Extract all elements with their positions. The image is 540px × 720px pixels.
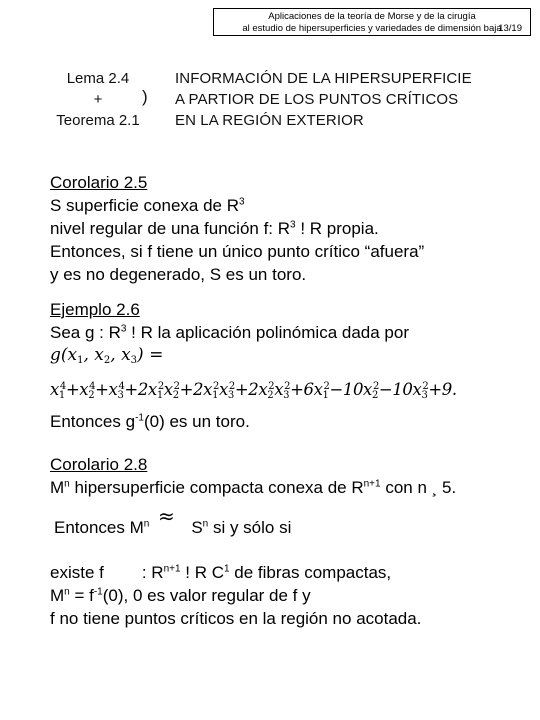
ejemplo-2-6-line-1: Sea g : $R^3$ ! R la aplicación polinómica dada por bbox=[50, 323, 409, 342]
corolario-2-8-conditions bbox=[50, 561, 421, 630]
info-line-3: EN LA REGIÓN EXTERIOR bbox=[175, 112, 364, 129]
lema-label: Lema 2.4 bbox=[66, 70, 130, 87]
header-subtitle: al estudio de hipersuperficies y variedades de dimensión baja bbox=[242, 23, 502, 34]
corolario-2-5-title: Corolario 2.5 bbox=[50, 173, 148, 192]
corolario-2-8-line-4: $M^n = f^{-1}(0)$, 0 es valor regular de f y bbox=[50, 586, 311, 605]
page-number: 13/19 bbox=[498, 23, 522, 34]
corolario-2-8-line-2: Entonces $M^n$ $S^n$ si y sólo si bbox=[54, 518, 292, 537]
corolario-2-8-line-5: f no tiene puntos críticos en la región no acotada. bbox=[50, 609, 422, 628]
formula-polynomial: $x1^4+x2^4+x3^4+2x1^2x2^2+2x1^2x3^2+2x2^2x3^2+6x1^2-10x2^2-10x3^2+9$. bbox=[50, 380, 457, 401]
intro-left bbox=[50, 68, 146, 131]
teorema-label: Teorema 2.1 bbox=[56, 112, 140, 129]
closing-paren: ) bbox=[142, 87, 148, 106]
corolario-2-5-line-3: Entonces, si f tiene un único punto crítico “afuera” bbox=[50, 242, 425, 261]
corolario-2-5 bbox=[50, 171, 424, 286]
ejemplo-2-6-result: Entonces $g^{-1}(0)$ es un toro. bbox=[50, 412, 250, 431]
corolario-2-8-line-1: $M^n$ hipersuperficie compacta conexa de $R^{n+1}$ con n ¸ 5. bbox=[50, 478, 457, 497]
corolario-2-8-line-3: existe f : $R^{n+1}$ ! R $C^1$ de fibras compactas, bbox=[50, 563, 392, 582]
corolario-2-5-line-4: y es no degenerado, S es un toro. bbox=[50, 265, 307, 284]
corolario-2-8 bbox=[50, 453, 456, 499]
header-title-line2 bbox=[214, 23, 530, 35]
corolario-2-8-title: Corolario 2.8 bbox=[50, 455, 148, 474]
header-title-line1: Aplicaciones de la teoría de Morse y de la cirugía bbox=[268, 11, 476, 22]
corolario-2-5-line-1: S superficie conexa de $R^3$ bbox=[50, 196, 245, 215]
plus-sign: + bbox=[93, 91, 103, 108]
diffeomorphic-symbol: ≈ bbox=[158, 504, 175, 528]
header-box bbox=[213, 8, 531, 36]
ejemplo-2-6-title: Ejemplo 2.6 bbox=[50, 300, 140, 319]
ejemplo-2-6 bbox=[50, 298, 409, 344]
formula-g-definition: g(x1, x2, x3) = bbox=[50, 345, 164, 366]
info-line-2: A PARTIOR DE LOS PUNTOS CRÍTICOS bbox=[175, 91, 459, 108]
corolario-2-5-line-2: nivel regular de una función f: $R^3$ ! R propia. bbox=[50, 219, 379, 238]
intro-right bbox=[175, 68, 472, 131]
info-line-1: INFORMACIÓN DE LA HIPERSUPERFICIE bbox=[175, 70, 472, 87]
